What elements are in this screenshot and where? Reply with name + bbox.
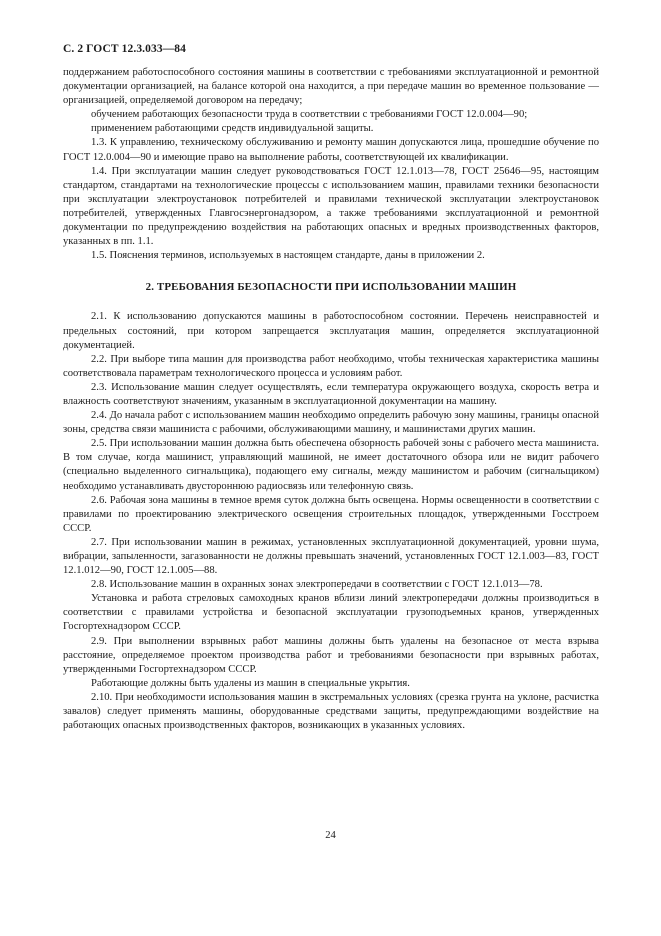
paragraph-clause-1-4: 1.4. При эксплуатации машин следует руководствоваться ГОСТ 12.1.013—78, ГОСТ 25646—95, настоящим стандартом, стандартами на технологические процессы с использованием машин, правилами техники безопасности при эксплуатации электроустановок потребителей и правилами технической эксплуатации электроустановок потребителей, утвержденных Главгосэнергонадзором, а также требованиями эксплуатационной и ремонтной документации по предупреждению воздействия на работающих опасных и вредных производственных факторов, указанных в пп. 1.1. — [63, 165, 599, 248]
paragraph-clause-2-6: 2.6. Рабочая зона машины в темное время суток должна быть освещена. Нормы освещенности в соответствии с правилами по проектированию электрического освещения строительных площадок, утвержденными Госстроем СССР. — [63, 494, 599, 534]
paragraph-clause-2-3: 2.3. Использование машин следует осуществлять, если температура окружающего воздуха, скорость ветра и влажность соответствуют значениям, указанным в эксплуатационной документации на машину. — [63, 381, 599, 407]
paragraph-list-item: применением работающими средств индивидуальной защиты. — [91, 123, 374, 135]
paragraph-clause-2-1: 2.1. К использованию допускаются машины в работоспособном состоянии. Перечень неисправностей и предельных состояний, при котором запрещается эксплуатация машин, определяется эксплуатационной документацией. — [63, 311, 599, 351]
paragraph-clause-2-10: 2.10. При необходимости использования машин в экстремальных условиях (срезка грунта на уклоне, расчистка завалов) следует применять машины, оборудованные средствами защиты, предупреждающими воздействие на работающих опасных производственных факторов, возникающих в указанных условиях. — [63, 691, 599, 732]
paragraph-clause-1-5: 1.5. Пояснения терминов, используемых в настоящем стандарте, даны в приложении 2. — [91, 250, 485, 262]
paragraph-clause-2-2: 2.2. При выборе типа машин для производства работ необходимо, чтобы техническая характеристика машины соответствовала параметрам технологического процесса и условиям работ. — [63, 353, 599, 379]
paragraph-clause-2-8-cont: Установка и работа стреловых самоходных кранов вблизи линий электропередачи должны производиться в соответствии с правилами устройства и безопасной эксплуатации грузоподъемных кранов, утвержденных Госгортехнадзором СССР. — [63, 593, 599, 633]
paragraph-clause-2-5: 2.5. При использовании машин должна быть обеспечена обзорность рабочей зоны с рабочего места машиниста. В том случае, когда машинист, управляющий машиной, не имеет достаточного обзора или не видит рабочего (специально выделенного сигнальщика), подающего ему сигналы, между машинистом и рабочим (сигнальщиком) необходимо устанавливать двустороннюю радиосвязь или телефонную связь. — [63, 438, 599, 492]
paragraph-clause-2-9-cont: Работающие должны быть удалены из машин в специальные укрытия. — [91, 677, 410, 689]
paragraph-list-item: обучением работающих безопасности труда в соответствии с требованиями ГОСТ 12.0.004—90; — [91, 109, 528, 121]
paragraph-clause-2-7: 2.7. При использовании машин в режимах, установленных эксплуатационной документацией, уровни шума, вибрации, запыленности, загазованности не должны превышать значений, установленных ГОСТ 12.1.003—83, ГОСТ 12.1.012—90, ГОСТ 12.1.005—88. — [63, 536, 599, 577]
paragraph-continuation: поддержанием работоспособного состояния машины в соответствии с требованиями эксплуатационной и ремонтной документации организацией, на балансе которой она находится, а при передаче машин во временное пользование — организацией, определяемой договором на передачу; — [63, 67, 599, 107]
body-text — [63, 66, 599, 733]
section-heading: 2. ТРЕБОВАНИЯ БЕЗОПАСНОСТИ ПРИ ИСПОЛЬЗОВАНИИ МАШИН — [145, 281, 517, 294]
paragraph-clause-2-8: 2.8. Использование машин в охранных зонах электропередачи в соответствии с ГОСТ 12.1.013—78. — [91, 579, 543, 591]
paragraph-clause-1-3: 1.3. К управлению, техническому обслуживанию и ремонту машин допускаются лица, прошедшие обучение по ГОСТ 12.0.004—90 и имеющие право на выполнение работы, соответствующей их квалификации. — [63, 137, 599, 163]
paragraph-clause-2-9: 2.9. При выполнении взрывных работ машины должны быть удалены на безопасное от места взрыва расстояние, определяемое проектом производства работ и требованиями безопасности при взрывных работах, утвержденными Госгортехнадзором СССР. — [63, 635, 599, 675]
running-header: С. 2 ГОСТ 12.3.033—84 — [63, 43, 186, 55]
paragraph-clause-2-4: 2.4. До начала работ с использованием машин необходимо определить рабочую зону машины, границы опасной зоны, средства связи машиниста с рабочими, обслуживающими машину, и машинистами других машин. — [63, 410, 599, 436]
page-number: 24 — [325, 830, 336, 841]
